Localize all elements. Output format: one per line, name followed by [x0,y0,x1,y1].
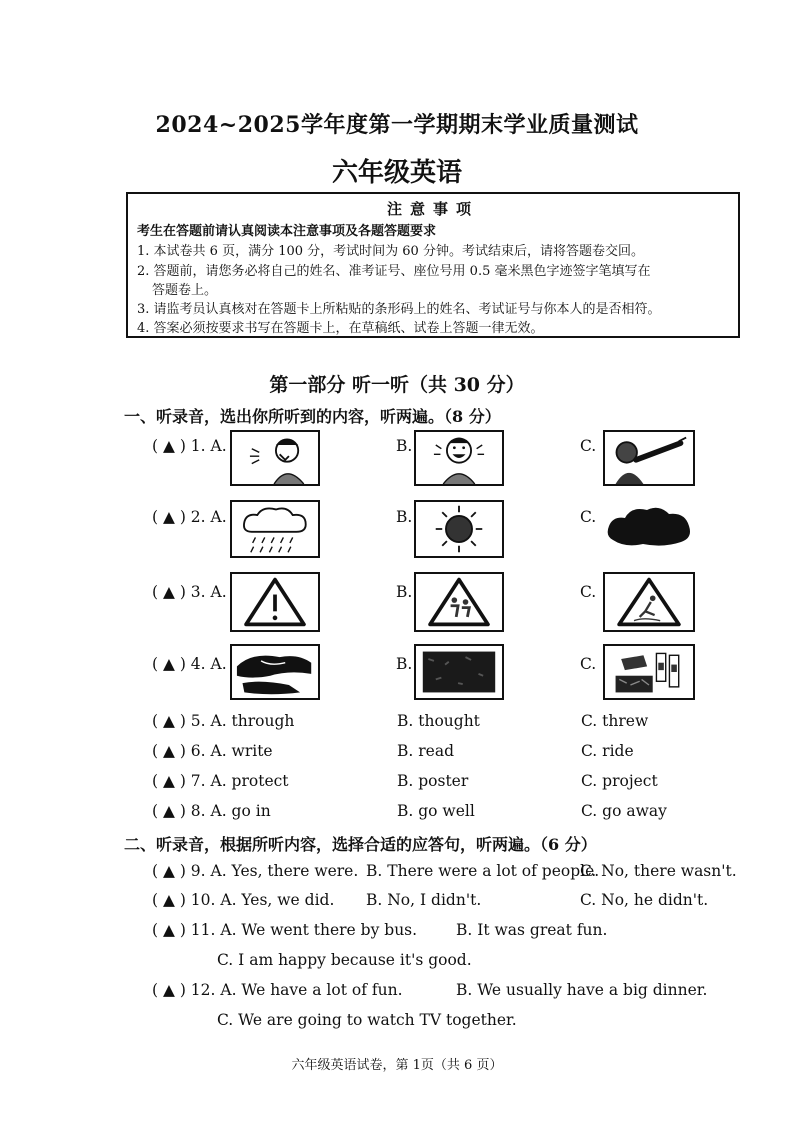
q4-option-b-label: B. [396,655,413,673]
q2-option-c-label: C. [580,508,597,526]
question-8-option-b: B. go well [397,802,475,820]
question-6-option-b: B. read [397,742,454,760]
question-7-option-b: B. poster [397,772,469,790]
question-6-option-a: ( ▲ ) 6. A. write [152,742,273,760]
rain-cloud-icon [232,502,318,556]
rubbish-bottles-icon [605,646,693,698]
polluted-water-icon [232,646,318,698]
q2-option-a-picture[interactable] [230,500,320,558]
q2-option-b-label: B. [396,508,413,526]
notice-item-2: 2. 答题前，请您务必将自己的姓名、准考证号、座位号用 0.5 毫米黑色字迹签字笔填写在 [137,264,651,279]
question-2-label: ( ▲ ) 2. A. [152,508,227,526]
pointing-person-icon [605,432,693,484]
question-8-option-c: C. go away [581,802,667,820]
sun-icon [416,502,502,556]
q4-option-b-picture[interactable] [414,644,504,700]
question-10-option-a: ( ▲ ) 10. A. Yes, we did. [152,891,335,909]
question-6-option-c: C. ride [581,742,634,760]
question-10-option-b: B. No, I didn't. [366,891,482,909]
question-7-option-a: ( ▲ ) 7. A. protect [152,772,289,790]
question-8-option-a: ( ▲ ) 8. A. go in [152,802,271,820]
question-9-option-c: C. No, there wasn't. [580,862,737,880]
question-3-label: ( ▲ ) 3. A. [152,583,227,601]
question-9-option-a: ( ▲ ) 9. A. Yes, there were. [152,862,359,880]
question-12-option-b: B. We usually have a big dinner. [456,981,708,999]
question-11-option-b: B. It was great fun. [456,921,608,939]
question-7-option-c: C. project [581,772,658,790]
question-1-label: ( ▲ ) 1. A. [152,437,227,455]
q3-option-c-picture[interactable] [603,572,695,632]
question-12-option-a: ( ▲ ) 12. A. We have a lot of fun. [152,981,403,999]
laughing-person-icon [416,432,502,484]
notice-box [126,192,740,338]
polluted-land-icon [416,646,502,698]
slippery-floor-sign-icon [605,574,693,630]
notice-item-1: 1. 本试卷共 6 页，满分 100 分，考试时间为 60 分钟。考试结束后，请将答题卷交回。 [137,244,644,259]
warning-sign-icon [232,574,318,630]
question-5-option-c: C. threw [581,712,649,730]
q3-option-b-label: B. [396,583,413,601]
q3-option-b-picture[interactable] [414,572,504,632]
question-11-option-c: C. I am happy because it's good. [217,951,472,969]
exam-subject: 六年级英语 [331,158,462,188]
part-one-title: 第一部分 听一听（共 30 分） [269,374,525,396]
q2-option-c-picture[interactable] [603,500,695,558]
exam-title: 2024~2025学年度第一学期期末学业质量测试 [155,112,639,138]
question-12-option-c: C. We are going to watch TV together. [217,1011,517,1029]
notice-item-2-cont: 答题卷上。 [152,283,218,298]
q1-option-b-picture[interactable] [414,430,504,486]
page-footer: 六年级英语试卷，第 1页（共 6 页） [291,1058,503,1073]
q3-option-c-label: C. [580,583,597,601]
cough-person-icon [232,432,318,484]
q4-option-a-picture[interactable] [230,644,320,700]
section-one-title: 一、听录音，选出你所听到的内容，听两遍。（8 分） [124,407,501,426]
notice-intro: 考生在答题前请认真阅读本注意事项及各题答题要求 [137,224,437,239]
question-9-option-b: B. There were a lot of people. [366,862,600,880]
q1-option-a-picture[interactable] [230,430,320,486]
q3-option-a-picture[interactable] [230,572,320,632]
q2-option-b-picture[interactable] [414,500,504,558]
q1-option-b-label: B. [396,437,413,455]
notice-item-4: 4. 答案必须按要求书写在答题卡上，在草稿纸、试卷上答题一律无效。 [137,321,544,336]
notice-item-3: 3. 请监考员认真核对在答题卡上所粘贴的条形码上的姓名、考试证号与你本人的是否相符。 [137,302,661,317]
question-11-option-a: ( ▲ ) 11. A. We went there by bus. [152,921,418,939]
children-crossing-sign-icon [416,574,502,630]
q1-option-c-label: C. [580,437,597,455]
question-10-option-c: C. No, he didn't. [580,891,709,909]
question-5-option-b: B. thought [397,712,480,730]
notice-title: 注意事项 [386,200,479,218]
q4-option-c-label: C. [580,655,597,673]
question-5-option-a: ( ▲ ) 5. A. through [152,712,295,730]
q1-option-c-picture[interactable] [603,430,695,486]
dark-cloud-icon [603,500,695,558]
section-two-title: 二、听录音，根据所听内容，选择合适的应答句，听两遍。（6 分） [124,835,597,854]
q4-option-c-picture[interactable] [603,644,695,700]
question-4-label: ( ▲ ) 4. A. [152,655,227,673]
